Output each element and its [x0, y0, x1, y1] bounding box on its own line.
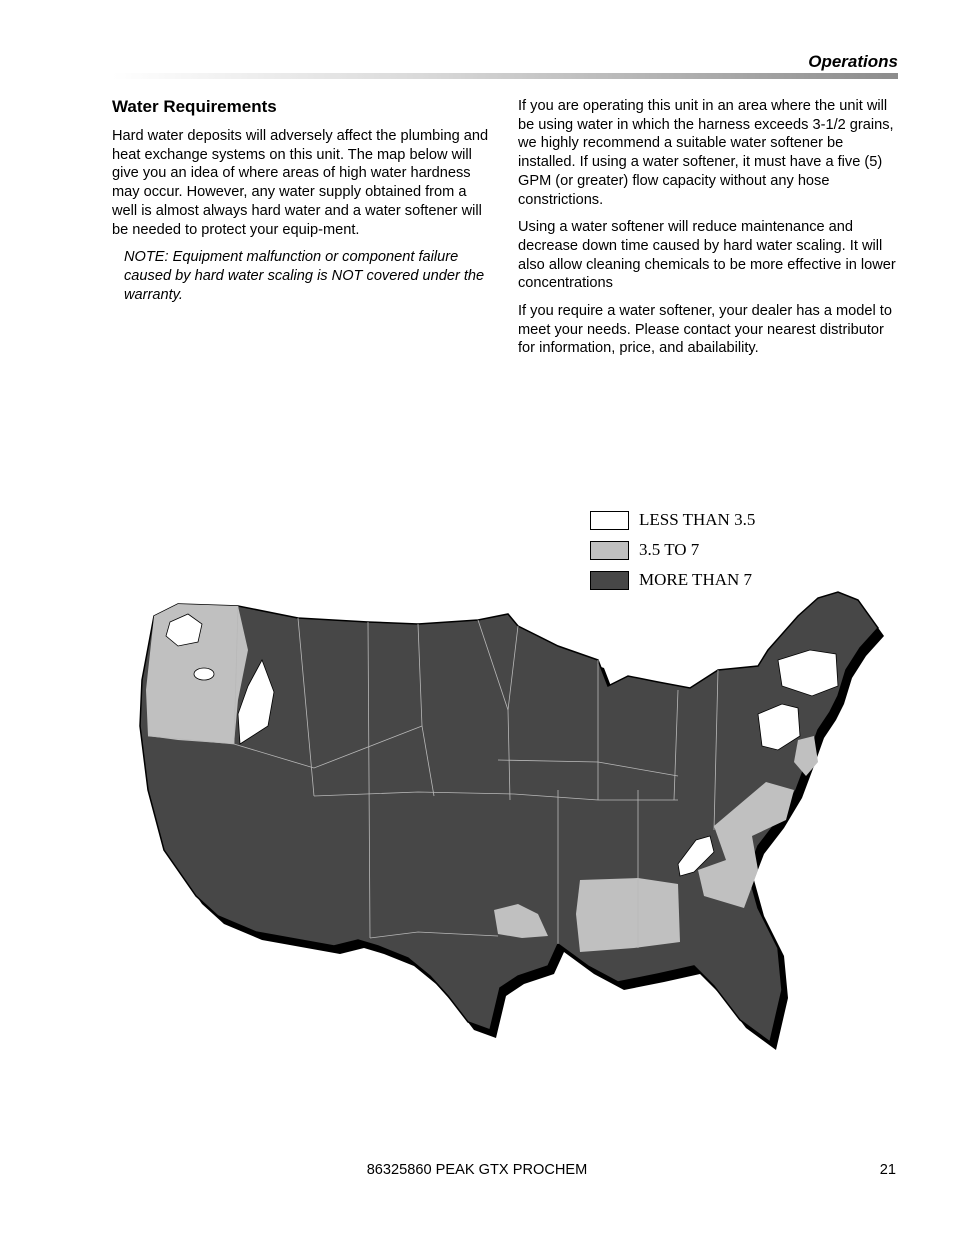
- legend-label: MORE THAN 7: [639, 570, 753, 589]
- us-map-svg: [118, 500, 898, 1060]
- section-heading: Water Requirements: [112, 97, 277, 116]
- legend-item: [590, 535, 755, 565]
- legend-swatch: [590, 571, 629, 590]
- legend-item: [590, 565, 755, 595]
- oregon-low-spot: [194, 668, 214, 680]
- right-column: [518, 97, 900, 367]
- legend-swatch: [590, 541, 629, 560]
- water-hardness-map: [118, 500, 898, 1060]
- left-column: [112, 96, 492, 313]
- legend-swatch: [590, 511, 629, 530]
- gulf-mid-region: [576, 878, 680, 952]
- legend-item: [590, 505, 755, 535]
- legend-label: 3.5 TO 7: [639, 540, 700, 559]
- map-legend: [590, 505, 755, 595]
- legend-label: LESS THAN 3.5: [639, 510, 756, 529]
- warranty-note: NOTE: Equipment malfunction or component failure caused by hard water scaling is NOT covered under the warranty.: [124, 249, 485, 303]
- intro-paragraph: Hard water deposits will adversely affect the plumbing and heat exchange systems on this unit. The map below will give you an idea of where areas of high water hardness may occur. However, any water supply obtained from a well is almost always hard water and a water softener will be needed to protect your equip-ment.: [112, 128, 489, 238]
- softener-paragraph: If you are operating this unit in an area where the unit will be using water in which the harness exceeds 3-1/2 grains, we highly recommend a suitable water softener be installed. If using a water softener, it must have a five (5) GPM (or greater) flow capacity without any hose constrictions.: [518, 98, 894, 208]
- footer-page-number: 21: [879, 1162, 896, 1178]
- footer-document-title: 86325860 PEAK GTX PROCHEM: [366, 1162, 588, 1178]
- benefits-paragraph: Using a water softener will reduce maintenance and decrease down time caused by hard water scaling. It will also allow cleaning chemicals to be more effective in lower concentrations: [518, 219, 896, 292]
- section-header: Operations: [808, 52, 898, 71]
- header-rule: [112, 73, 898, 79]
- dealer-paragraph: If you require a water softener, your dealer has a model to meet your needs. Please contact your nearest distributor for information, price, and abailability.: [518, 303, 892, 357]
